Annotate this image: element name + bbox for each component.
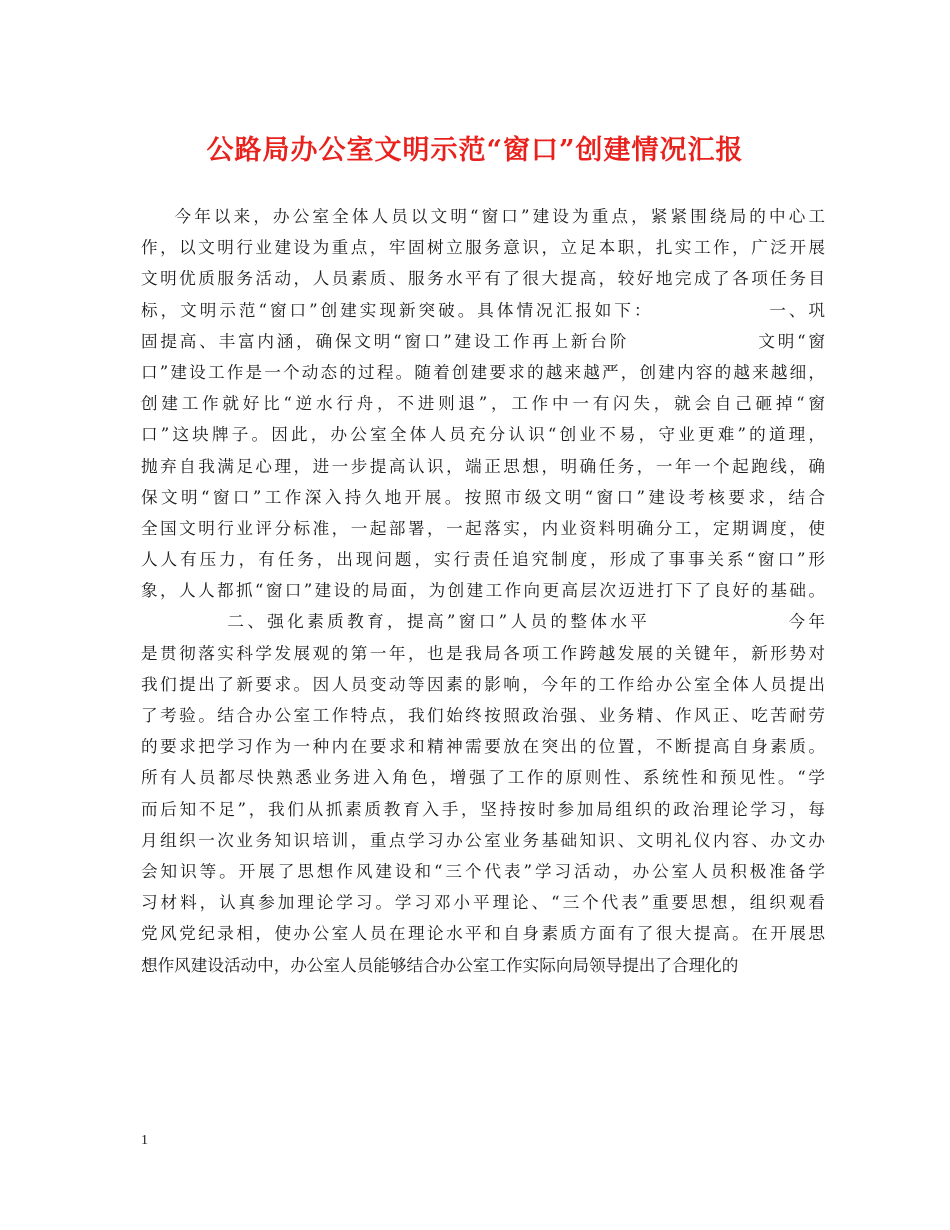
body-line: 作，以文明行业建设为重点，牢固树立服务意识，立足本职，扎实工作，广泛开展 — [141, 238, 825, 258]
body-line: 保文明“窗口”工作深入持久地开展。按照市级文明“窗口”建设考核要求，结合 — [141, 487, 825, 507]
body-line: 所有人员都尽快熟悉业务进入角色，增强了工作的原则性、系统性和预见性。“学 — [141, 768, 825, 788]
body-line: 全国文明行业评分标准，一起部署，一起落实，内业资料明确分工，定期调度，使 — [141, 518, 825, 538]
body-line: 二、强化素质教育，提高”窗口”人员的整体水平 今年 — [141, 612, 825, 632]
body-line: 是贯彻落实科学发展观的第一年，也是我局各项工作跨越发展的关键年，新形势对 — [141, 643, 825, 663]
body-line: 口”这块牌子。因此，办公室全体人员充分认识“创业不易，守业更难”的道理， — [141, 425, 825, 445]
body-line: 标，文明示范“窗口”创建实现新突破。具体情况汇报如下： 一、巩 — [141, 300, 825, 320]
body-line: 人人有压力，有任务，出现问题，实行责任追究制度，形成了事事关系“窗口”形 — [141, 550, 825, 570]
body-line: 月组织一次业务知识培训，重点学习办公室业务基础知识、文明礼仪内容、办文办 — [141, 830, 825, 850]
body-line: 党风党纪录相，使办公室人员在理论水平和自身素质方面有了很大提高。在开展思 — [141, 924, 825, 944]
document-title: 公路局办公室文明示范“窗口”创建情况汇报 — [206, 135, 744, 166]
page-number: 1 — [141, 1133, 148, 1148]
body-line: 了考验。结合办公室工作特点，我们始终按照政治强、业务精、作风正、吃苦耐劳 — [141, 706, 825, 725]
body-line: 我们提出了新要求。因人员变动等因素的影响，今年的工作给办公室全体人员提出 — [141, 674, 825, 694]
body-line: 象，人人都抓“窗口”建设的局面，为创建工作向更高层次迈进打下了良好的基础。 — [141, 581, 825, 601]
body-line: 口”建设工作是一个动态的过程。随着创建要求的越来越严，创建内容的越来越细， — [141, 362, 825, 382]
document-body — [141, 201, 825, 981]
body-line: 想作风建设活动中，办公室人员能够结合办公室工作实际向局领导提出了合理化的 — [141, 955, 739, 975]
body-line: 今年以来，办公室全体人员以文明“窗口”建设为重点，紧紧围绕局的中心工 — [141, 207, 825, 226]
body-line: 会知识等。开展了思想作风建设和“三个代表”学习活动，办公室人员积极准备学 — [141, 861, 825, 881]
body-line: 抛弃自我满足心理，进一步提高认识，端正思想，明确任务，一年一个起跑线，确 — [141, 456, 825, 476]
body-line: 文明优质服务活动，人员素质、服务水平有了很大提高，较好地完成了各项任务目 — [141, 269, 825, 289]
body-line: 习材料，认真参加理论学习。学习邓小平理论、“三个代表”重要思想，组织观看 — [141, 893, 825, 913]
body-line: 而后知不足”，我们从抓素质教育入手，坚持按时参加局组织的政治理论学习，每 — [141, 799, 825, 819]
body-line: 创建工作就好比“逆水行舟，不进则退”，工作中一有闪失，就会自己砸掉“窗 — [141, 394, 825, 414]
body-line: 固提高、丰富内涵，确保文明“窗口”建设工作再上新台阶 文明“窗 — [141, 331, 825, 351]
body-line: 的要求把学习作为一种内在要求和精神需要放在突出的位置，不断提高自身素质。 — [141, 737, 825, 757]
